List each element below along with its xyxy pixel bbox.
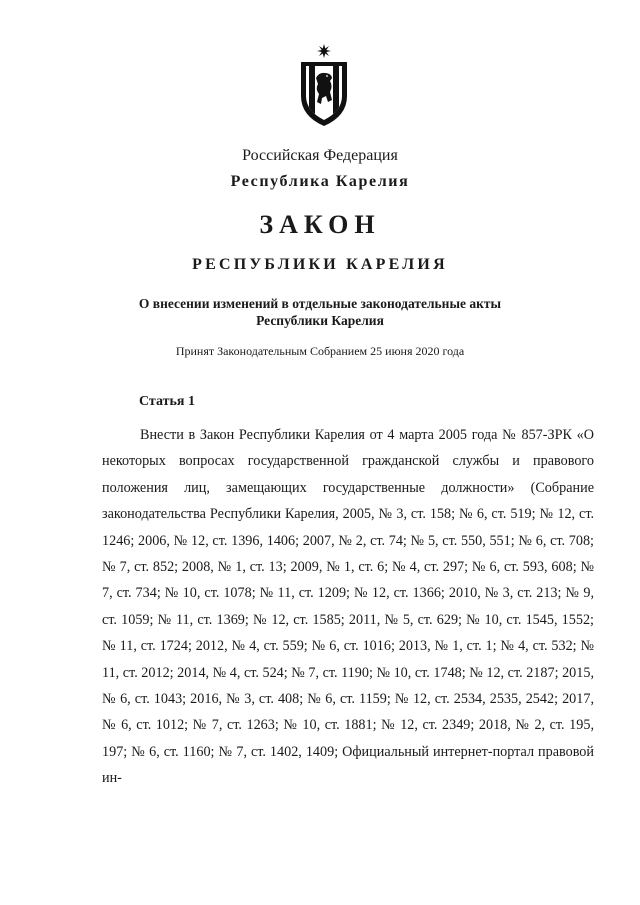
law-title: ЗАКОН bbox=[259, 210, 381, 239]
law-name-line-2: Республики Карелия bbox=[256, 313, 384, 328]
law-name bbox=[0, 295, 640, 329]
law-subtitle: РЕСПУБЛИКИ КАРЕЛИЯ bbox=[192, 256, 448, 273]
article-heading: Статья 1 bbox=[139, 394, 195, 409]
adoption-note: Принят Законодательным Собранием 25 июня 2020 года bbox=[175, 344, 465, 358]
law-name-line-1: О внесении изменений в отдельные законодательные акты bbox=[138, 296, 502, 311]
coat-of-arms-icon bbox=[297, 44, 351, 128]
republic-name: Республика Карелия bbox=[230, 173, 410, 190]
country-name: Российская Федерация bbox=[242, 147, 398, 164]
article-body: Внести в Закон Республики Карелия от 4 марта 2005 года № 857-ЗРК «О некоторых вопросах государственной гражданской службы и правового положения лиц, замещающих государственные должности» (Собрание законодательства Республики Карелия, 2005, № 3, ст. 158; № 6, ст. 519; № 12, ст. 1246; 2006, № 12, ст. 1396, 1406; 2007, № 2, ст. 74; № 5, ст. 550, 551; № 6, ст. 708; № 7, ст. 852; 2008, № 1, ст. 13; 2009, № 1, ст. 6; № 4, ст. 297; № 6, ст. 593, 608; № 7, ст. 734; № 10, ст. 1078; № 11, ст. 1209; № 12, ст. 1366; 2010, № 3, ст. 213; № 9, ст. 1059; № 11, ст. 1369; № 12, ст. 1585; 2011, № 5, ст. 629; № 10, ст. 1545, 1552; № 11, ст. 1724; 2012, № 4, ст. 559; № 6, ст. 1016; 2013, № 1, ст. 1; № 4, ст. 532; № 11, ст. 2012; 2014, № 4, ст. 524; № 7, ст. 1190; № 10, ст. 1748; № 12, ст. 2187; 2015, № 6, ст. 1043; 2016, № 3, ст. 408; № 6, ст. 1159; № 12, ст. 2534, 2535, 2542; 2017, № 6, ст. 1012; № 7, ст. 1263; № 10, ст. 1881; № 12, ст. 2349; 2018, № 2, ст. 195, 197; № 6, ст. 1160; № 7, ст. 1402, 1409; Официальный интернет-портал правовой ин- bbox=[102, 427, 594, 787]
